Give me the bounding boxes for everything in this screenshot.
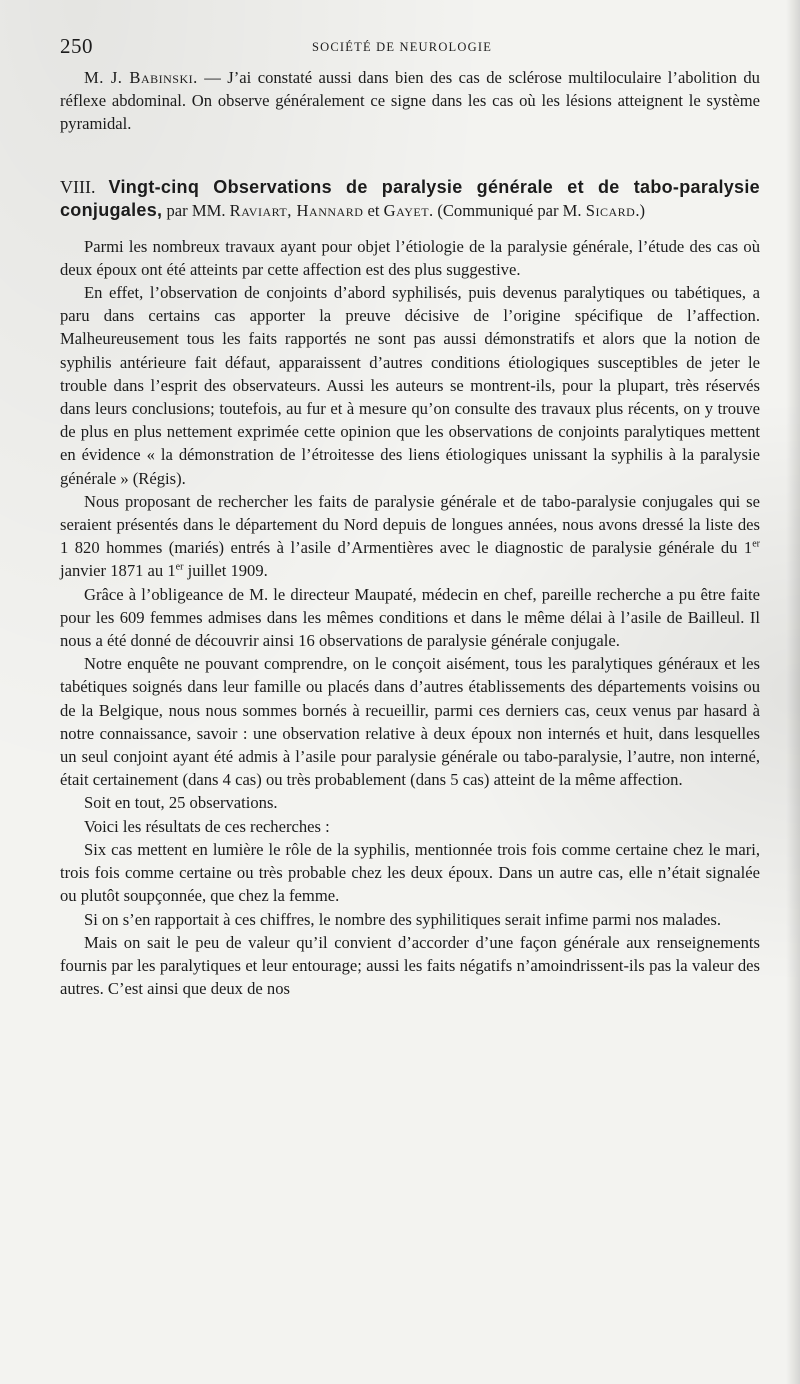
- section-title: Vingt-cinq Observations de paralysie générale et de tabo-paralysie conjugales,: [60, 176, 760, 221]
- body-text: [60, 66, 760, 1000]
- speaker-name: M. J. Babinski.: [84, 68, 198, 87]
- paragraph-3-part-a: Nous proposant de rechercher les faits de paralysie générale et de tabo-paralysie conjugales qui se seraient présentés dans le département du Nord depuis de longues années, nous avons dressé la liste des 1 820 hommes (mariés) entrés à l’asile d’Armentières avec le diagnostic de paralysie générale du 1: [60, 491, 760, 558]
- discussion-paragraph: [60, 66, 760, 136]
- page-number: 250: [60, 34, 93, 58]
- paragraph-3: [60, 490, 760, 583]
- running-head: SOCIÉTÉ DE NEUROLOGIE: [312, 40, 493, 54]
- section-by: par MM.: [162, 201, 230, 221]
- discussion-text: — J’ai constaté aussi dans bien des cas de sclérose multiloculaire l’abolition du réflexe abdominal. On observe généralement ce signe dans les cas où les lésions atteignent le système pyramidal.: [60, 68, 760, 134]
- paragraph-8: Six cas mettent en lumière le rôle de la syphilis, mentionnée trois fois comme certaine chez le mari, trois fois comme certaine ou très probable chez les deux époux. Dans un autre cas, elle n’était signalée ou plutôt soupçonnée, que chez la femme.: [60, 839, 760, 906]
- page-header: [60, 34, 760, 64]
- paragraph-3-part-c: juillet 1909.: [183, 561, 268, 581]
- section-communication: . (Communiqué par M.: [429, 201, 586, 221]
- section-communicator: Sicard: [585, 201, 636, 221]
- paragraph-7: Voici les résultats de ces recherches :: [84, 816, 330, 836]
- paragraph-10: Mais on sait le peu de valeur qu’il convient d’accorder d’une façon générale aux renseignements fournis par les paralytiques et leur entourage; aussi les faits négatifs n’amoindrissent-ils pas la valeur des autres. C’est ainsi que deux de nos: [60, 932, 760, 999]
- page-edge-shadow: [786, 0, 800, 1384]
- section-communication-end: .): [635, 201, 645, 221]
- paragraph-1: Parmi les nombreux travaux ayant pour objet l’étiologie de la paralysie générale, l’étude des cas où deux époux ont été atteints par cette affection est des plus suggestive.: [60, 236, 760, 279]
- paragraph-9: Si on s’en rapportait à ces chiffres, le nombre des syphilitiques serait infime parmi nos malades.: [84, 909, 722, 929]
- paragraph-3-part-b: janvier 1871 au 1: [60, 561, 176, 581]
- section-author-last: Gayet: [383, 201, 430, 221]
- paragraph-5: Notre enquête ne pouvant comprendre, on le conçoit aisément, tous les paralytiques généraux et les tabétiques soignés dans leur famille ou placés dans d’autres établissements des départements voisins ou de la Belgique, nous nous sommes bornés à recueillir, parmi ces derniers cas, ceux venus par hasard à notre connaissance, savoir : une observation relative à deux époux non internés et huit, dans lesquelles un seul conjoint ayant été admis à l’asile pour paralysie générale ou tabo-paralysie, l’autre, non interné, était certainement (dans 4 cas) ou très probablement (dans 5 cas) atteint de la même affection.: [60, 654, 760, 790]
- ordinal-superscript: er: [175, 561, 184, 573]
- paragraph-2: En effet, l’observation de conjoints d’abord syphilisés, puis devenus paralytiques ou tabétiques, a paru dans certains cas apporter la preuve décisive de l’origine spécifique de l’affection. Malheureusement tous les faits rapportés ne sont pas aussi démonstratifs et alors que la notion de syphilis antérieure fait défaut, apparaissent d’autres conditions étiologiques susceptibles de jeter le trouble dans l’esprit des observateurs. Aussi les auteurs se montrent-ils, pour la plupart, très réservés dans leurs conclusions; toutefois, au fur et à mesure qu’on consulte des travaux plus récents, on y trouve de plus en plus nettement exprimée cette opinion que les observations de conjoints paralytiques mettent en évidence « la démonstration de l’étroitesse des liens étiologiques unissant la syphilis à la paralysie générale » (Régis).: [60, 283, 760, 488]
- section-and: et: [363, 201, 384, 221]
- ordinal-superscript: er: [752, 538, 760, 550]
- section-authors: Raviart, Hannard: [229, 201, 364, 221]
- paragraph-6: Soit en tout, 25 observations.: [84, 793, 278, 813]
- section-numeral: VIII.: [60, 176, 96, 197]
- section-heading: [60, 176, 760, 223]
- paragraph-4: Grâce à l’obligeance de M. le directeur Maupaté, médecin en chef, pareille recherche a pu être faite pour les 609 femmes admises dans les mêmes conditions et dans le même délai à l’asile de Bailleul. Il nous a été donné de découvrir ainsi 16 observations de paralysie générale conjugale.: [60, 584, 760, 651]
